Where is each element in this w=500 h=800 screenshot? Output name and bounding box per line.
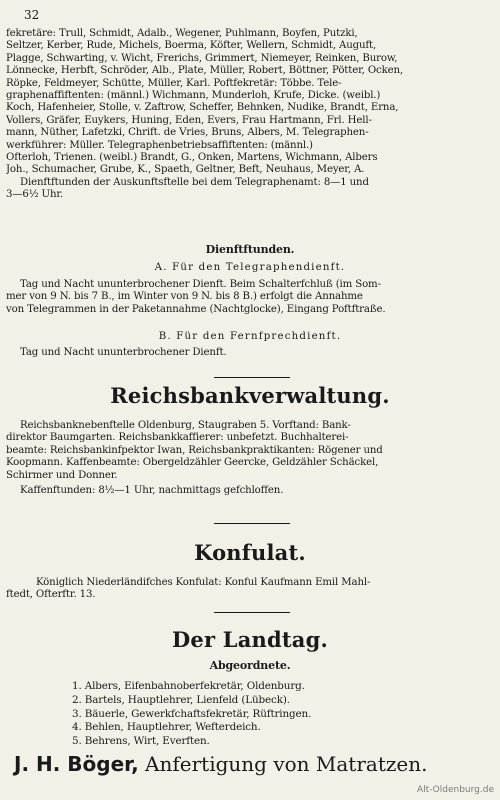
text-line: ftedt, Ofterftr. 13. (6, 589, 96, 601)
text-line: Tag und Nacht ununterbrochener Dienft. (20, 347, 227, 358)
members-list (72, 680, 492, 749)
text-line: Röpke, Feldmeyer, Schütte, Müller, Karl. Poftfekretär: Többe. Tele- (6, 77, 342, 89)
text-line: von Telegrammen in der Paketannahme (Nachtglocke), Eingang Poftftraße. (6, 303, 386, 315)
abgeordnete-subheading: Abgeordnete. (209, 659, 291, 672)
section-divider (214, 377, 290, 378)
telegraph-service-text (6, 279, 494, 316)
text-line: Plagge, Schwarting, v. Wicht, Frerichs, Grimmert, Niemeyer, Reinken, Burow, (6, 52, 398, 64)
text-line: Koch, Hafenheier, Stolle, v. Zaftrow, Scheffer, Behnken, Nudike, Brandt, Erna, (6, 102, 399, 114)
reichsbank-heading: Reichsbankverwaltung. (110, 383, 390, 408)
text-line: Ofterloh, Trienen. (weibl.) Brandt, G., Onken, Martens, Wichmann, Albers (6, 152, 378, 164)
reichsbank-text (6, 420, 494, 497)
text-line: fekretäre: Trull, Schmidt, Adalb., Wegener, Puhlmann, Boyfen, Putzki, (6, 28, 358, 39)
text-line: Kaffenftunden: 8½—1 Uhr, nachmittags gefchloffen. (20, 485, 284, 497)
text-line: 3—6½ Uhr. (6, 189, 64, 201)
text-line: graphenaffiftenten: (männl.) Wichmann, Munderloh, Krufe, Dicke. (weibl.) (6, 90, 381, 102)
list-item: 4. Behlen, Hauptlehrer, Wefterdeich. (72, 721, 261, 734)
konsulat-heading: Konfulat. (194, 540, 306, 565)
advertiser-name: J. H. Böger, (14, 752, 139, 776)
text-line: Seltzer, Kerber, Rude, Michels, Boerma, Köfter, Wellern, Schmidt, Auguft, (6, 40, 377, 52)
list-item: 3. Bäuerle, Gewerkfchaftsfekretär, Rüftringen. (72, 707, 312, 720)
text-line: beamte: Reichsbankinfpektor Iwan, Reichsbankpraktikanten: Rögener und (6, 444, 383, 456)
landtag-heading: Der Landtag. (172, 627, 328, 652)
page-number: 32 (24, 8, 40, 22)
list-item: 5. Behrens, Wirt, Everften. (72, 735, 210, 748)
telephone-service-heading: B. Für den Fernfprechdienft. (158, 331, 342, 342)
text-line: werkführer: Müller. Telegraphenbetriebsaffiftenten: (männl.) (6, 139, 313, 151)
list-item: 1. Albers, Eifenbahnoberfekretär, Oldenburg. (72, 680, 305, 692)
dienststunden-heading: Dienftftunden. (205, 243, 295, 256)
advertisement-text: Anfertigung von Matratzen. (145, 752, 428, 776)
text-line: Tag und Nacht ununterbrochener Dienft. Beim Schalterfchluß (im Som- (20, 279, 381, 290)
text-line: Schirmer und Donner. (6, 469, 118, 481)
text-line: Königlich Niederländifches Konfulat: Konful Kaufmann Emil Mahl- (36, 577, 371, 588)
staff-list-text (6, 28, 494, 202)
list-item: 2. Bartels, Hauptlehrer, Lienfeld (Lübeck). (72, 693, 290, 706)
text-line: Vollers, Gräfer, Euykers, Huning, Eden, Evers, Frau Hartmann, Frl. Hell- (6, 114, 372, 126)
telegraph-service-heading: A. Für den Telegraphendienft. (154, 262, 346, 273)
text-line: Lönnecke, Herbft, Schröder, Alb., Plate, Müller, Robert, Böttner, Pötter, Ocken, (6, 65, 404, 77)
section-divider (214, 612, 290, 613)
watermark: Alt-Oldenburg.de (416, 785, 494, 795)
section-divider (214, 523, 290, 524)
text-line: direktor Baumgarten. Reichsbankkaffierer: unbefetzt. Buchhalterei- (6, 432, 349, 444)
text-line: Joh., Schumacher, Grube, K., Spaeth, Geltner, Beft, Neuhaus, Meyer, A. (6, 164, 365, 176)
text-line: Dienftftunden der Auskunftsftelle bei dem Telegraphenamt: 8—1 und (20, 176, 369, 188)
text-line: Koopmann. Kaffenbeamte: Obergeldzähler Geercke, Geldzähler Schäckel, (6, 457, 379, 469)
text-line: Reichsbanknebenftelle Oldenburg, Staugraben 5. Vorftand: Bank- (20, 420, 351, 431)
advertisement (14, 752, 494, 776)
text-line: mann, Nüther, Lafetzki, Chrift. de Vries, Bruns, Albers, M. Telegraphen- (6, 127, 369, 139)
telephone-service-text (6, 347, 494, 359)
text-line: mer von 9 N. bis 7 B., im Winter von 9 N. bis 8 B.) erfolgt die Annahme (6, 291, 363, 303)
konsulat-text (6, 577, 494, 602)
